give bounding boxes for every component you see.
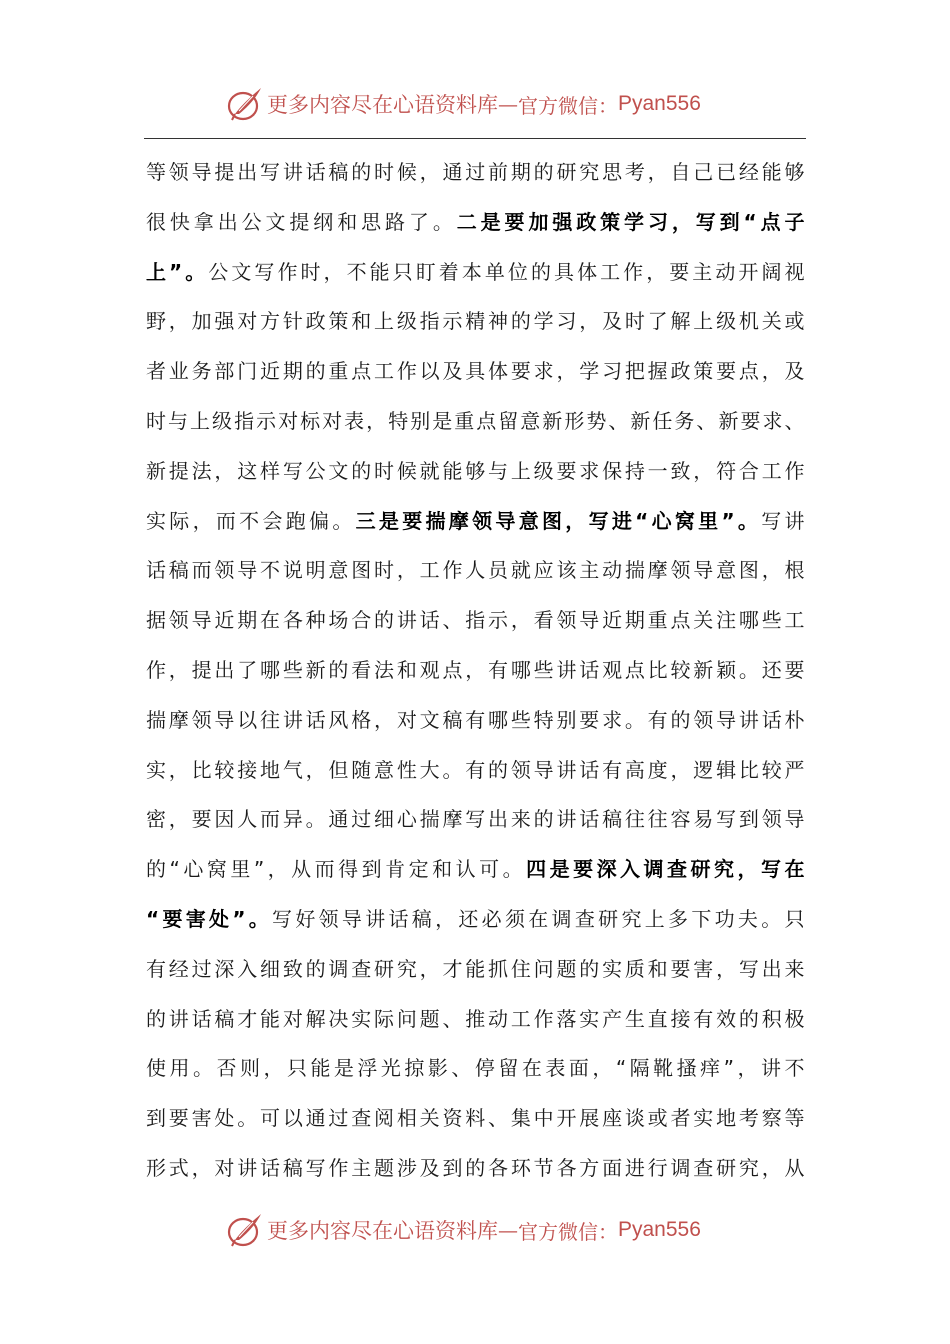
body-line — [146, 297, 806, 347]
body-text-segment: 实际，而不会跑偏。 — [146, 508, 356, 533]
document-body — [146, 148, 806, 1194]
body-line — [146, 347, 806, 397]
body-line — [146, 1144, 806, 1194]
body-text-segment: 据领导近期在各种场合的讲话、指示，看领导近期重点关注哪些工 — [146, 608, 806, 633]
header-banner-wechat-id: Pyan556 — [618, 92, 701, 115]
body-line — [146, 596, 806, 646]
body-text-segment: 者业务部门近期的重点工作以及具体要求，学习把握政策要点，及 — [146, 359, 806, 384]
body-line — [146, 746, 806, 796]
body-line — [146, 1044, 806, 1094]
quill-pen-logo-icon — [225, 84, 265, 124]
body-line — [146, 1094, 806, 1144]
body-text-segment: 野，加强对方针政策和上级指示精神的学习，及时了解上级机关或 — [146, 309, 806, 334]
body-bold-heading: 四是要深入调查研究，写在 — [526, 857, 807, 882]
body-bold-heading: 三是要揣摩领导意图，写进“心窝里”。 — [355, 508, 762, 533]
footer-banner-dash: — — [498, 1218, 518, 1242]
header-banner — [225, 82, 701, 126]
footer-banner-wechat-label: 官方微信： — [518, 1219, 618, 1244]
body-text-segment: 形式，对讲话稿写作主题涉及到的各环节各方面进行调查研究，从 — [146, 1155, 806, 1180]
body-bold-heading: 上”。 — [146, 259, 209, 284]
body-text-segment: 很快拿出公文提纲和思路了。 — [146, 209, 457, 234]
footer-banner-title: 更多内容尽在心语资料库 — [267, 1219, 498, 1243]
body-line — [146, 148, 806, 198]
footer-banner — [225, 1208, 701, 1252]
body-line — [146, 995, 806, 1045]
body-line — [146, 845, 806, 895]
body-text-segment: 的讲话稿才能对解决实际问题、推动工作落实产生直接有效的积极 — [146, 1006, 806, 1031]
body-line — [146, 696, 806, 746]
body-line — [146, 248, 806, 298]
header-banner-dash: — — [498, 92, 518, 116]
body-line — [146, 397, 806, 447]
header-banner-title: 更多内容尽在心语资料库 — [267, 93, 498, 117]
body-text-segment: 作，提出了哪些新的看法和观点，有哪些讲话观点比较新颖。还要 — [146, 657, 806, 682]
body-text-segment: 揣摩领导以往讲话风格，对文稿有哪些特别要求。有的领导讲话朴 — [146, 707, 806, 732]
body-bold-heading: “要害处”。 — [146, 906, 273, 931]
body-bold-heading: 二是要加强政策学习，写到“点子 — [456, 209, 807, 234]
body-text-segment: 实，比较接地气，但随意性大。有的领导讲话有高度，逻辑比较严 — [146, 757, 806, 782]
body-text-segment: 写好领导讲话稿，还必须在调查研究上多下功夫。只 — [272, 906, 806, 931]
body-line — [146, 497, 806, 547]
body-line — [146, 795, 806, 845]
body-text-segment: 到要害处。可以通过查阅相关资料、集中开展座谈或者实地考察等 — [146, 1106, 806, 1131]
body-text-segment: 密，要因人而异。通过细心揣摩写出来的讲话稿往往容易写到领导 — [146, 807, 806, 832]
body-line — [146, 198, 806, 248]
body-text-segment: 公文写作时，不能只盯着本单位的具体工作，要主动开阔视 — [208, 259, 806, 284]
header-rule — [144, 138, 806, 139]
body-text-segment: 时与上级指示对标对表，特别是重点留意新形势、新任务、新要求、 — [146, 408, 806, 433]
body-text-segment: 有经过深入细致的调查研究，才能抓住问题的实质和要害，写出来 — [146, 956, 806, 981]
body-text-segment: 新提法，这样写公文的时候就能够与上级要求保持一致，符合工作 — [146, 458, 806, 483]
body-text-segment: 使用。否则，只能是浮光掠影、停留在表面，“隔靴搔痒”，讲不 — [146, 1056, 806, 1081]
body-text-segment: 的“心窝里”，从而得到肯定和认可。 — [146, 857, 527, 882]
body-text-segment: 写讲 — [761, 508, 806, 533]
body-text-segment: 话稿而领导不说明意图时，工作人员就应该主动揣摩领导意图，根 — [146, 558, 806, 583]
quill-pen-logo-icon — [225, 1210, 265, 1250]
header-banner-wechat-label: 官方微信： — [518, 93, 618, 118]
footer-banner-wechat-id: Pyan556 — [618, 1218, 701, 1241]
body-line — [146, 945, 806, 995]
body-line — [146, 447, 806, 497]
body-line — [146, 646, 806, 696]
body-text-segment: 等领导提出写讲话稿的时候，通过前期的研究思考，自己已经能够 — [146, 160, 806, 184]
body-line — [146, 895, 806, 945]
body-line — [146, 546, 806, 596]
